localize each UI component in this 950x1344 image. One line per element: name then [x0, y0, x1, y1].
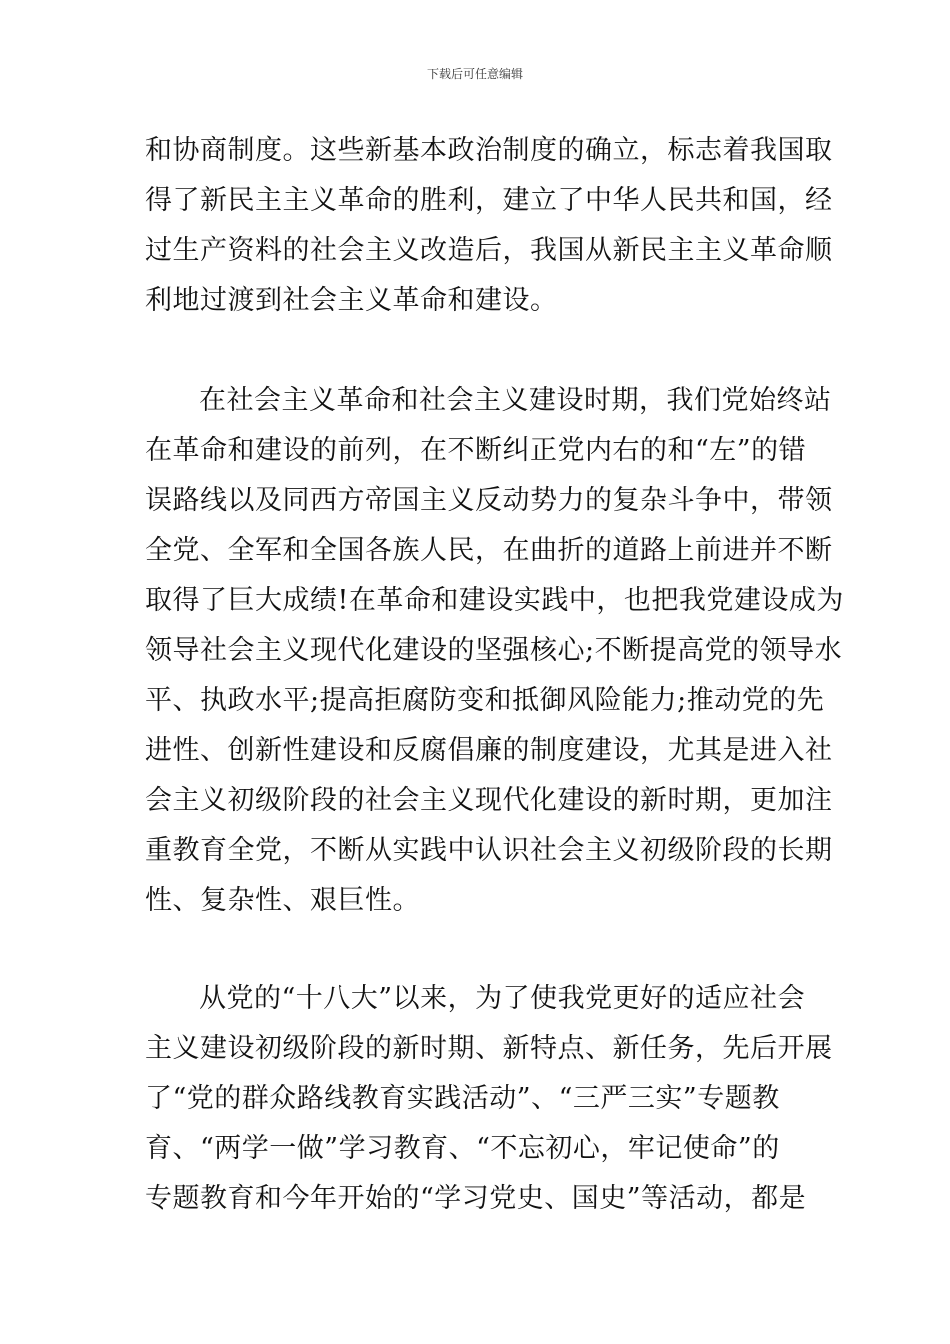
paragraph-1-line-2: 得了新民主主义革命的胜利，建立了中华人民共和国，经: [145, 185, 833, 216]
paragraph-1-line-3: 过生产资料的社会主义改造后，我国从新民主主义革命顺: [145, 235, 833, 266]
paragraph-2-line-9: 会主义初级阶段的社会主义现代化建设的新时期，更加注: [145, 785, 833, 816]
paragraph-3-line-4: 育、“两学一做”学习教育、“不忘初心，牢记使命”的: [145, 1133, 780, 1164]
paragraph-2-line-8: 进性、创新性建设和反腐倡廉的制度建设，尤其是进入社: [145, 735, 833, 766]
paragraph-1-line-1: 和协商制度。这些新基本政治制度的确立，标志着我国取: [145, 135, 833, 166]
paragraph-2-line-1: 在社会主义革命和社会主义建设时期，我们党始终站: [199, 385, 832, 416]
paragraph-3-line-3: 了“党的群众路线教育实践活动”、“三严三实”专题教: [145, 1083, 780, 1114]
paragraph-1-line-4: 利地过渡到社会主义革命和建设。: [145, 285, 558, 316]
paragraph-2-line-3: 误路线以及同西方帝国主义反动势力的复杂斗争中，带领: [145, 485, 833, 516]
paragraph-3-line-5: 专题教育和今年开始的“学习党史、国史”等活动，都是: [145, 1183, 807, 1214]
paragraph-2-line-11: 性、复杂性、艰巨性。: [145, 885, 420, 916]
paragraph-2-line-5: 取得了巨大成绩!在革命和建设实践中，也把我党建设成为: [145, 585, 844, 616]
paragraph-2-line-2: 在革命和建设的前列，在不断纠正党内右的和“左”的错: [145, 435, 807, 466]
paragraph-3-line-1: 从党的“十八大”以来，为了使我党更好的适应社会: [199, 983, 806, 1014]
paragraph-2-line-4: 全党、全军和全国各族人民，在曲折的道路上前进并不断: [145, 535, 833, 566]
paragraph-3-line-2: 主义建设初级阶段的新时期、新特点、新任务，先后开展: [145, 1033, 833, 1064]
paragraph-2-line-7: 平、执政水平;提高拒腐防变和抵御风险能力;推动党的先: [145, 685, 825, 716]
page-header: 下载后可任意编辑: [426, 67, 523, 81]
paragraph-2-line-6: 领导社会主义现代化建设的坚强核心;不断提高党的领导水: [145, 635, 843, 666]
paragraph-2-line-10: 重教育全党，不断从实践中认识社会主义初级阶段的长期: [145, 835, 833, 866]
